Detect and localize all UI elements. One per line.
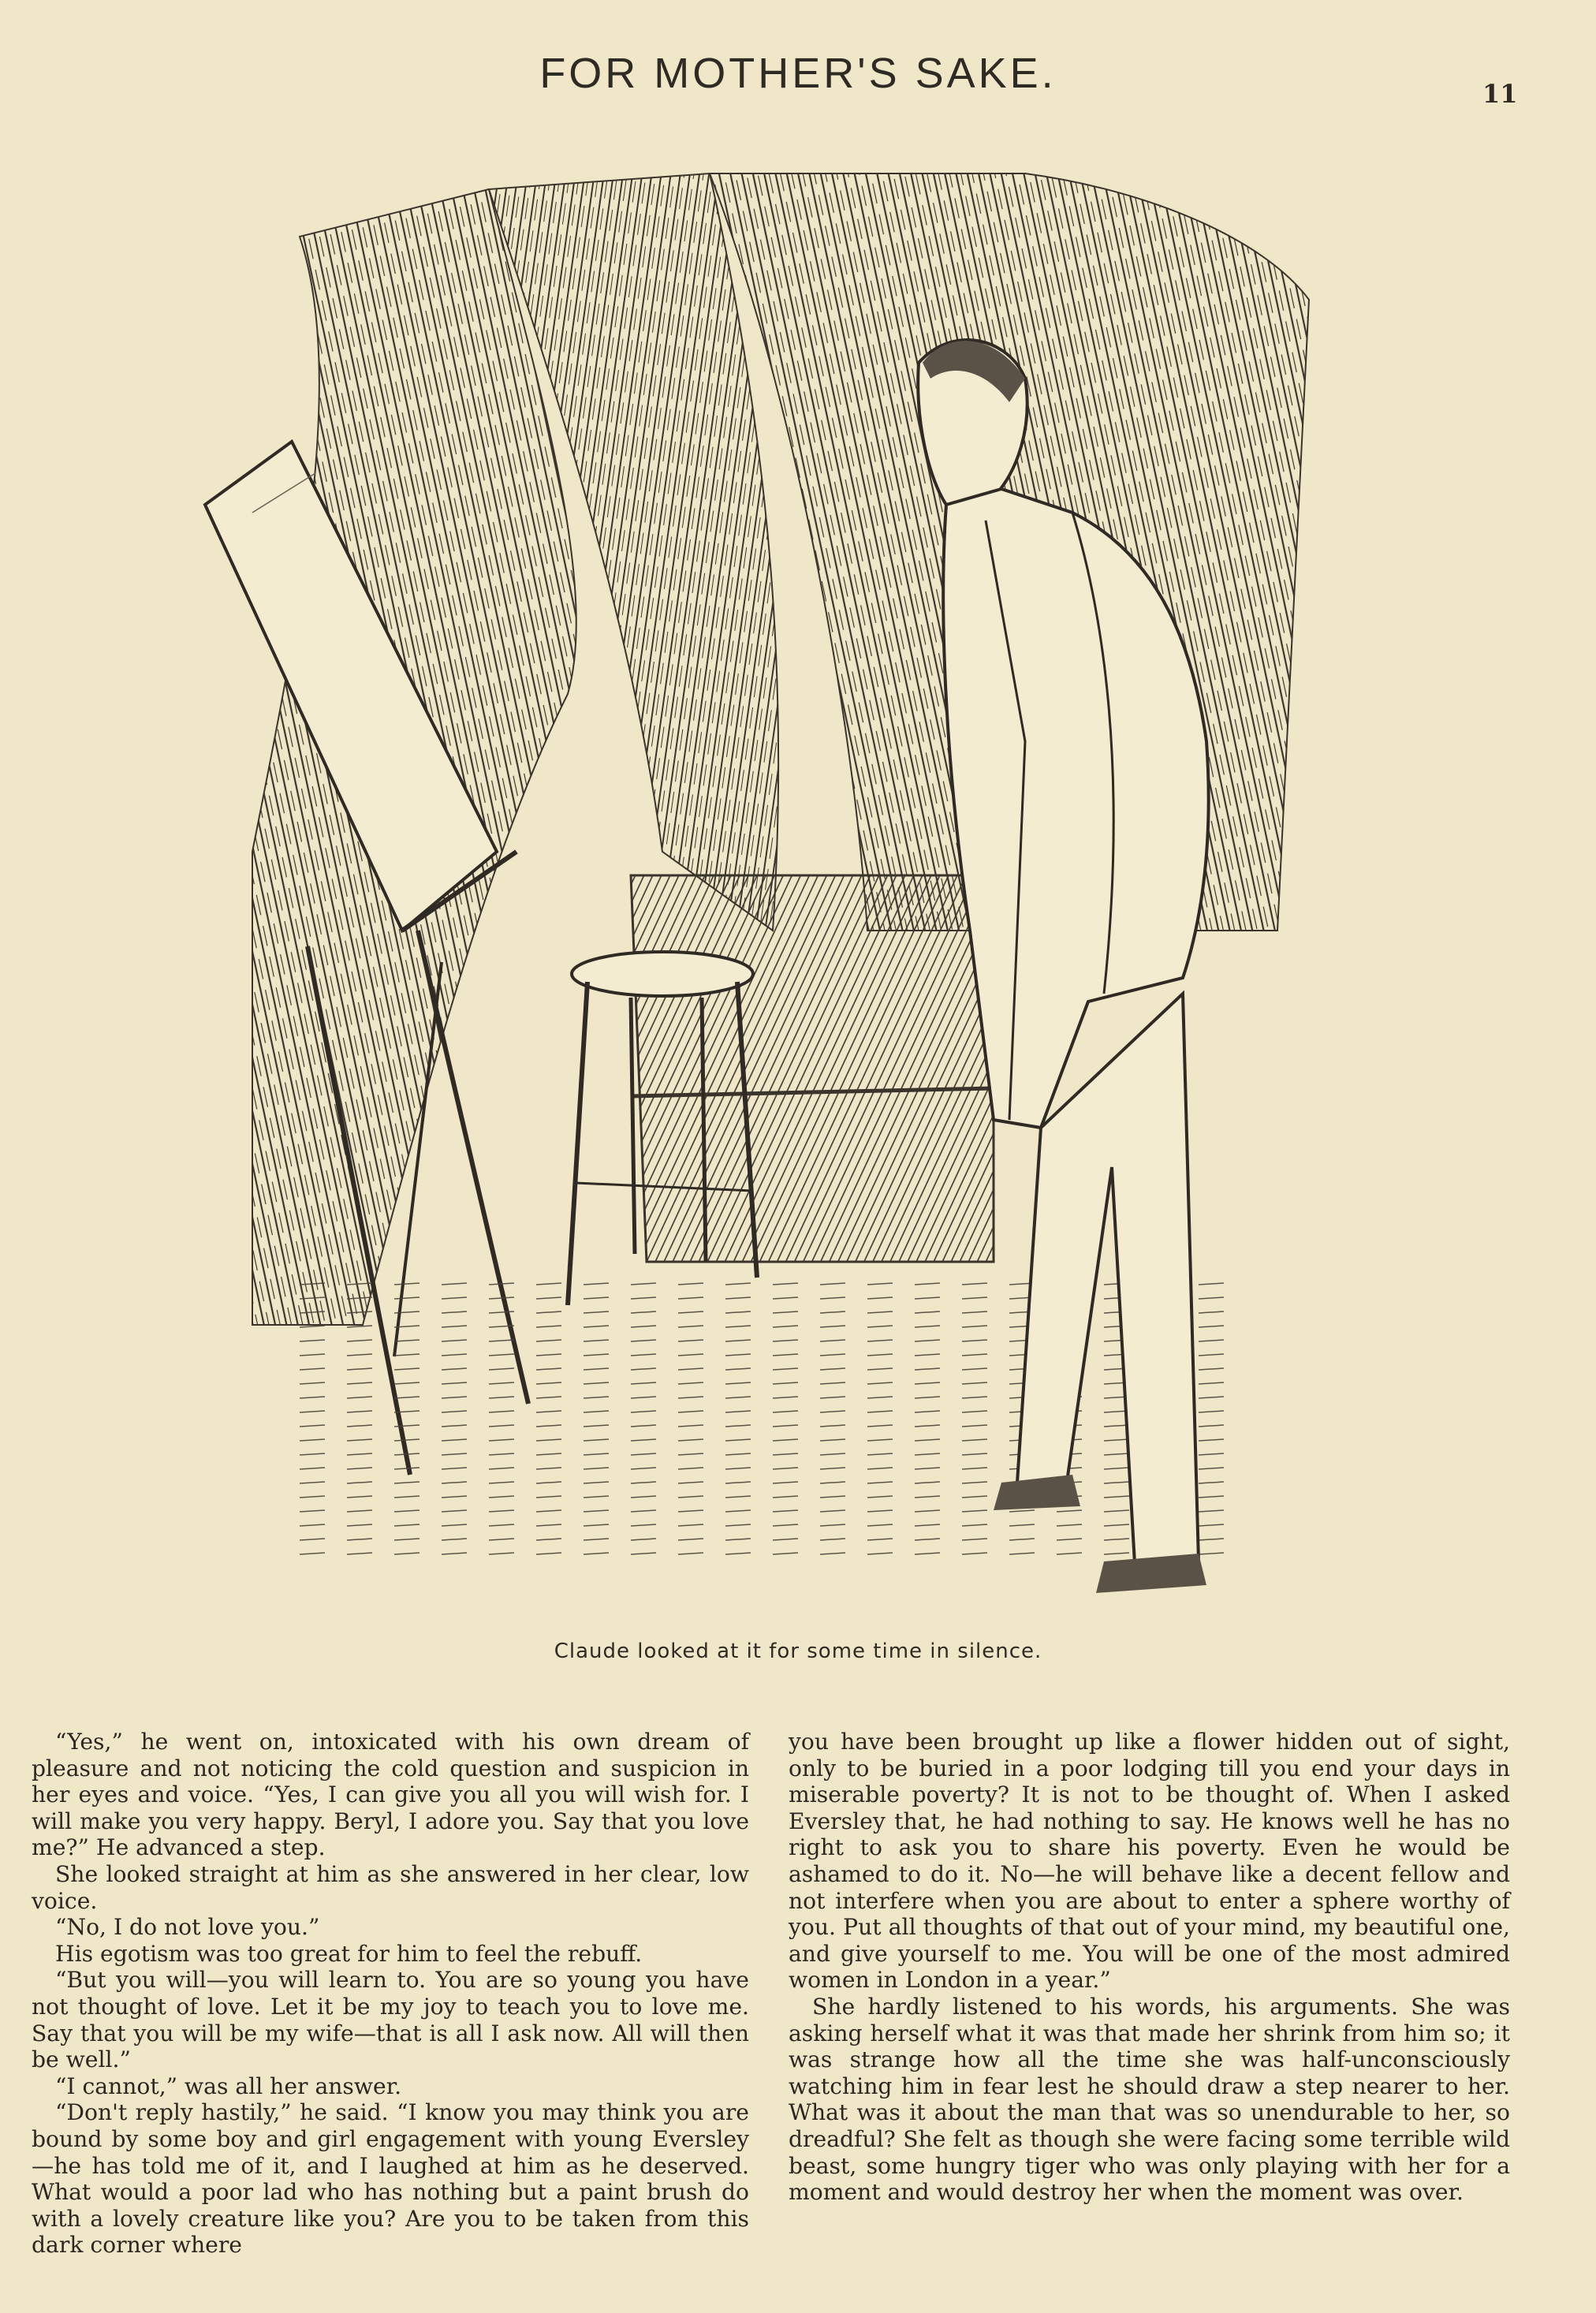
paragraph: She hardly listened to his words, his arguments. She was asking herself what it was that made her shrink from him so; it was strange how all the time she was half-unconsciously watching him in fear lest he should draw a step nearer to her. What was it about the man that was so unendurable to her, so dreadful? She felt as though she were facing some terrible wild beast, some hungry tiger who was only playing with her for a moment and would destroy her when the moment was over. — [789, 1993, 1510, 2206]
paragraph: “Don't reply hastily,” he said. “I know you may think you are bound by some boy and girl engagement with young Eversley—he has told me of it, and I laughed at him as he deserved. What would a poor lad who has nothing but a paint brush do with a lovely creature like you? Are you to be taken from this dark corner where — [32, 2099, 749, 2259]
paragraph: She looked straight at him as she answered in her clear, low voice. — [32, 1860, 749, 1914]
illustration — [158, 142, 1356, 1625]
running-title: FOR MOTHER'S SAKE. — [539, 50, 1057, 97]
page-number: 11 — [1482, 79, 1518, 109]
paragraph: you have been brought up like a flower hidden out of sight, only to be buried in a poor lodging till you end your days in miserable poverty? It is not to be thought of. When I asked Eversley that, he had nothing to say. He knows well he has no right to ask you to share his poverty. Even he would be ashamed to do it. No—he will behave like a decent fellow and not interfere when you are about to enter a sphere worthy of you. Put all thoughts of that out of your mind, my beautiful one, and give yourself to me. You will be one of the most admired women in London in a year.” — [789, 1729, 1510, 1994]
text-column-left — [32, 1729, 749, 2259]
paragraph: “I cannot,” was all her answer. — [55, 2072, 402, 2099]
text-column-right — [789, 1729, 1510, 2206]
paragraph: “No, I do not love you.” — [55, 1914, 320, 1941]
background-screen — [631, 875, 994, 1262]
paragraph: “Yes,” he went on, intoxicated with his own dream of pleasure and not noticing the cold question and suspicion in her eyes and voice. “Yes, I can give you all you will wish for. I will make you very happy. Beryl, I adore you. Say that you love me?” He advanced a step. — [32, 1729, 749, 1861]
paragraph: “But you will—you will learn to. You are so young you have not thought of love. Let it be my joy to teach you to love me. Say that you will be my wife—that is all I ask now. All will then be well.” — [32, 1967, 749, 2073]
paragraph: His egotism was too great for him to feel the rebuff. — [55, 1940, 643, 1967]
illustration-caption: Claude looked at it for some time in silence. — [554, 1640, 1042, 1663]
